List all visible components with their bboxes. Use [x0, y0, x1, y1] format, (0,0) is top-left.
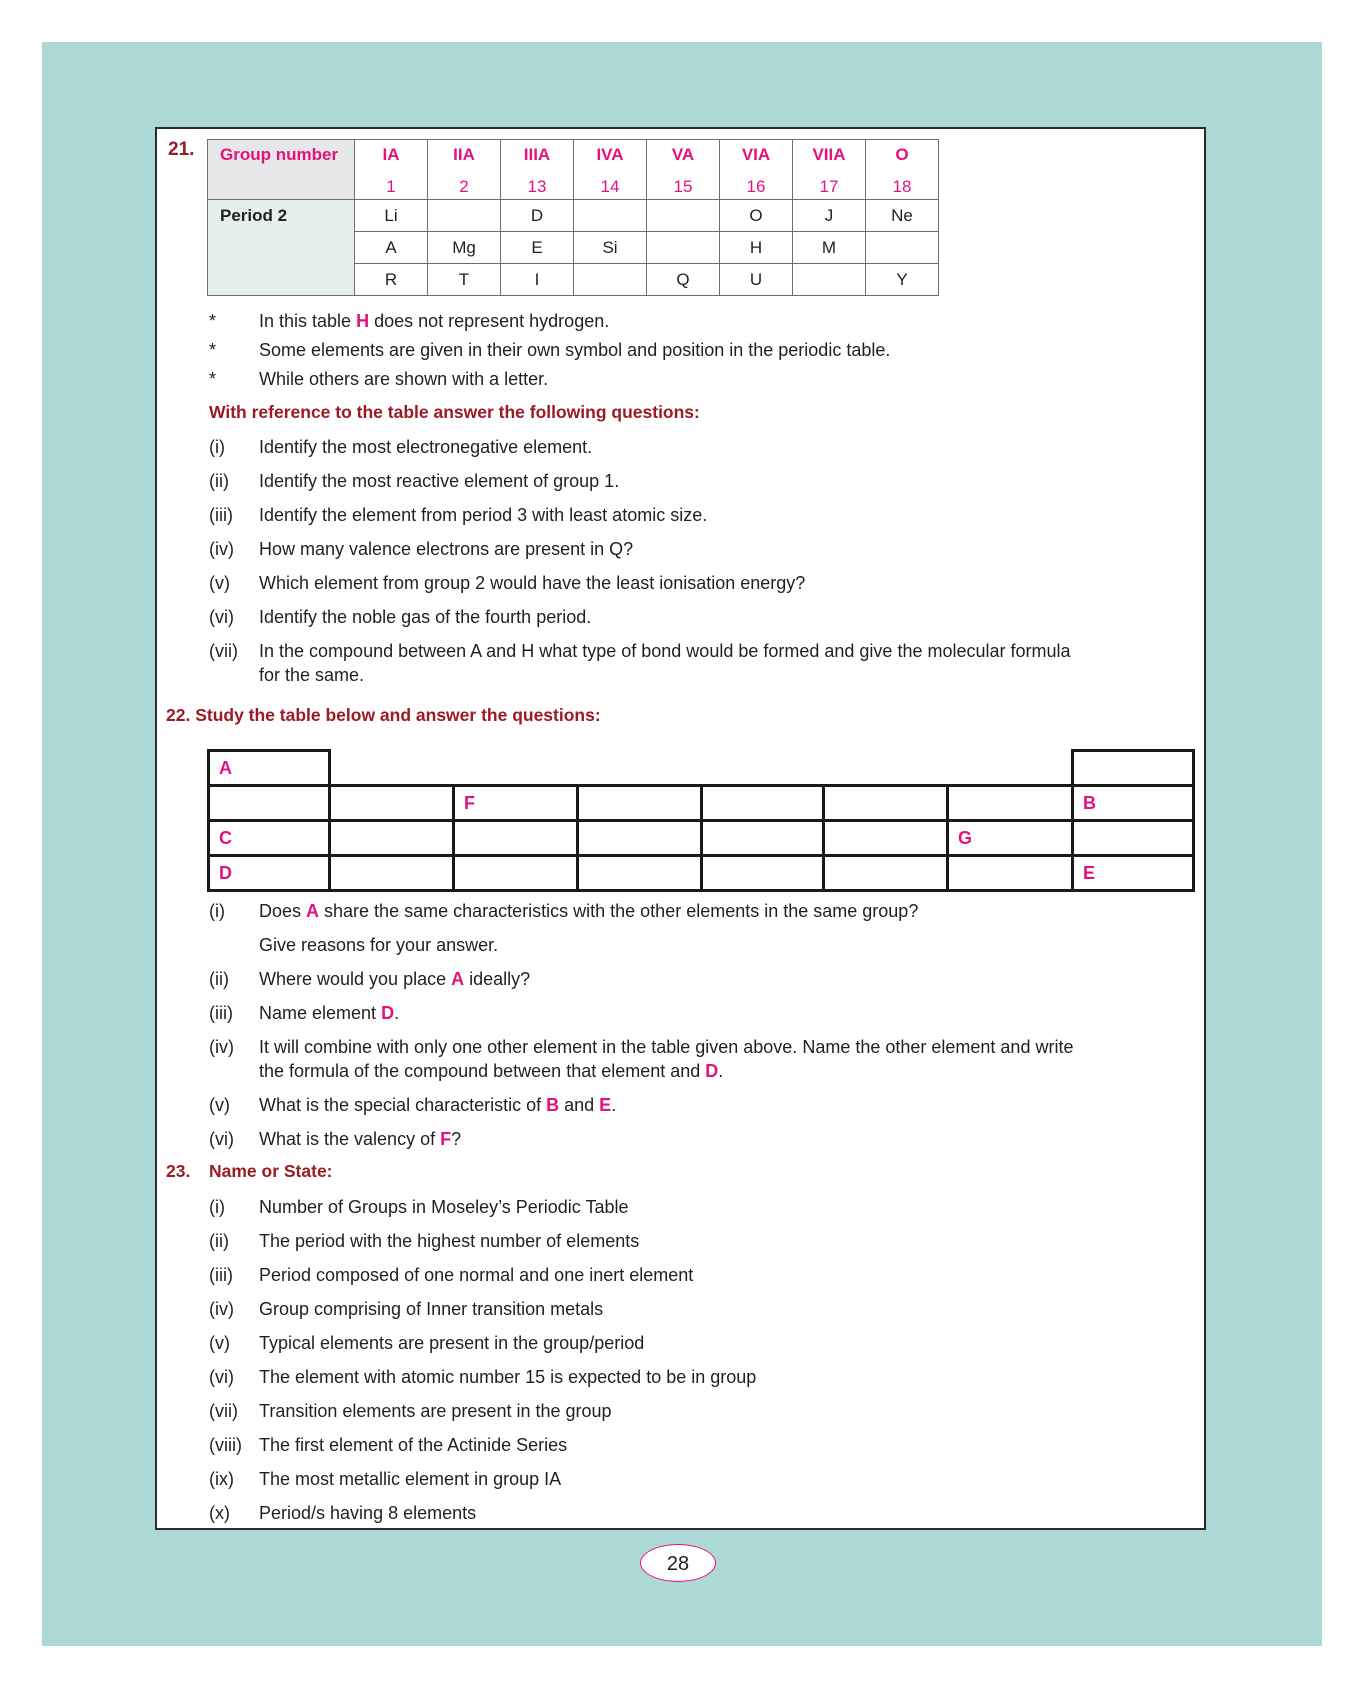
question-text: . — [718, 1061, 724, 1081]
table-cell: U — [720, 264, 793, 296]
group-roman: VIIA — [793, 140, 866, 172]
question-text: Does — [259, 901, 307, 921]
question-text: Name element — [259, 1003, 382, 1023]
highlight-letter: A — [306, 901, 320, 921]
grid-cell — [576, 784, 703, 822]
highlight-letter: B — [546, 1095, 560, 1115]
grid-cell — [822, 819, 949, 857]
item-label: (iii) — [209, 1265, 233, 1285]
question-text: Identify the most reactive element of group 1. — [259, 471, 620, 491]
q22-heading: 22. Study the table below and answer the questions: — [166, 705, 601, 725]
table-cell: R — [355, 264, 428, 296]
page-number-badge: 28 — [640, 1544, 716, 1582]
item-label: (vii) — [209, 1401, 238, 1421]
item-label: (x) — [209, 1503, 230, 1523]
item-label: (v) — [209, 1333, 230, 1353]
question-text: Where would you place — [259, 969, 452, 989]
table-cell: A — [355, 232, 428, 264]
highlight-letter: D — [705, 1061, 719, 1081]
group-roman: VIA — [720, 140, 793, 172]
grid-cell — [452, 854, 579, 892]
group-num: 2 — [428, 171, 501, 200]
question-text: Identify the element from period 3 with least atomic size. — [259, 505, 708, 525]
item-text: The first element of the Actinide Series — [259, 1435, 568, 1455]
question-label: (vi) — [209, 607, 234, 627]
note-text: does not represent hydrogen. — [369, 311, 610, 331]
item-label: (ii) — [209, 1231, 229, 1251]
question-text: Identify the most electronegative element. — [259, 437, 593, 457]
table-cell — [574, 200, 647, 232]
question-label: (v) — [209, 1095, 230, 1115]
table-cell: Q — [647, 264, 720, 296]
item-text: The element with atomic number 15 is expected to be in group — [259, 1367, 757, 1387]
group-num: 18 — [866, 171, 939, 200]
question-number-21: 21. — [168, 139, 195, 160]
q21-instruction: With reference to the table answer the following questions: — [209, 402, 700, 422]
group-num: 1 — [355, 171, 428, 200]
item-text: Number of Groups in Moseley’s Periodic Table — [259, 1197, 629, 1217]
periodic-table-q21 — [207, 139, 939, 296]
item-label: (ix) — [209, 1469, 234, 1489]
grid-cell: A — [207, 749, 331, 787]
question-text: Give reasons for your answer. — [259, 935, 499, 955]
table-cell: E — [501, 232, 574, 264]
table-cell — [647, 232, 720, 264]
grid-cell — [576, 854, 703, 892]
question-label: (iii) — [209, 505, 233, 525]
grid-cell — [207, 784, 331, 822]
table-cell — [866, 232, 939, 264]
question-label: (iv) — [209, 1037, 234, 1057]
question-text: It will combine with only one other element in the table given above. Name the other element and write — [259, 1037, 1074, 1057]
question-label: (iv) — [209, 539, 234, 559]
grid-cell — [946, 854, 1074, 892]
question-text: the formula of the compound between that element and — [259, 1061, 706, 1081]
bullet: * — [209, 369, 217, 389]
question-text: What is the valency of — [259, 1129, 441, 1149]
grid-cell: E — [1071, 854, 1195, 892]
bullet: * — [209, 340, 217, 360]
group-roman: IIA — [428, 140, 501, 172]
item-label: (i) — [209, 1197, 225, 1217]
table-cell: O — [720, 200, 793, 232]
period-label: Period 2 — [208, 200, 355, 296]
highlight-letter: E — [599, 1095, 612, 1115]
table-cell: Li — [355, 200, 428, 232]
question-text: Which element from group 2 would have the least ionisation energy? — [259, 573, 806, 593]
group-num: 17 — [793, 171, 866, 200]
group-roman: IVA — [574, 140, 647, 172]
item-label: (vi) — [209, 1367, 234, 1387]
table-cell — [793, 264, 866, 296]
highlight-letter: H — [356, 311, 370, 331]
grid-cell — [328, 784, 455, 822]
grid-cell: F — [452, 784, 579, 822]
item-text: Period composed of one normal and one inert element — [259, 1265, 694, 1285]
question-text: Identify the noble gas of the fourth period. — [259, 607, 592, 627]
item-text: Group comprising of Inner transition metals — [259, 1299, 604, 1319]
table-cell: Ne — [866, 200, 939, 232]
group-roman: VA — [647, 140, 720, 172]
grid-cell — [576, 819, 703, 857]
question-text: . — [394, 1003, 400, 1023]
table-cell: T — [428, 264, 501, 296]
periodic-grid-q22 — [207, 749, 1195, 892]
grid-cell — [700, 784, 825, 822]
question-label: (i) — [209, 901, 225, 921]
table-cell: H — [720, 232, 793, 264]
table-cell: Y — [866, 264, 939, 296]
question-text: ? — [451, 1129, 462, 1149]
table-cell: M — [793, 232, 866, 264]
grid-cell — [822, 854, 949, 892]
group-num: 14 — [574, 171, 647, 200]
question-text: for the same. — [259, 665, 365, 685]
question-label: (ii) — [209, 471, 229, 491]
grid-cell — [700, 819, 825, 857]
item-label: (viii) — [209, 1435, 242, 1455]
note-text: In this table — [259, 311, 357, 331]
question-text: In the compound between A and H what type of bond would be formed and give the molecular formula — [259, 641, 1071, 661]
grid-cell — [946, 784, 1074, 822]
worksheet-panel — [155, 127, 1206, 1530]
item-text: The most metallic element in group IA — [259, 1469, 562, 1489]
item-text: Transition elements are present in the group — [259, 1401, 612, 1421]
grid-cell — [822, 784, 949, 822]
grid-cell — [328, 854, 455, 892]
grid-cell: B — [1071, 784, 1195, 822]
table-cell: Mg — [428, 232, 501, 264]
question-label: (vi) — [209, 1129, 234, 1149]
grid-cell: D — [207, 854, 331, 892]
item-text: Typical elements are present in the group/period — [259, 1333, 645, 1353]
group-num: 13 — [501, 171, 574, 200]
grid-cell — [328, 819, 455, 857]
grid-cell — [1071, 819, 1195, 857]
item-label: (iv) — [209, 1299, 234, 1319]
question-number-23: 23. — [166, 1161, 191, 1181]
highlight-letter: A — [451, 969, 465, 989]
grid-cell: C — [207, 819, 331, 857]
grid-cell — [700, 854, 825, 892]
q23-heading: Name or State: — [209, 1161, 333, 1181]
group-num: 16 — [720, 171, 793, 200]
question-text: How many valence electrons are present in Q? — [259, 539, 634, 559]
question-label: (i) — [209, 437, 225, 457]
question-label: (vii) — [209, 641, 238, 661]
note-text: Some elements are given in their own symbol and position in the periodic table. — [259, 340, 891, 360]
table-cell — [428, 200, 501, 232]
question-text: ideally? — [464, 969, 531, 989]
question-label: (iii) — [209, 1003, 233, 1023]
question-label: (v) — [209, 573, 230, 593]
table-cell — [647, 200, 720, 232]
item-text: The period with the highest number of elements — [259, 1231, 640, 1251]
question-text: What is the special characteristic of — [259, 1095, 547, 1115]
group-roman: IA — [355, 140, 428, 172]
question-text: share the same characteristics with the other elements in the same group? — [319, 901, 919, 921]
question-text: . — [611, 1095, 617, 1115]
group-num: 15 — [647, 171, 720, 200]
question-label: (ii) — [209, 969, 229, 989]
grid-cell — [1071, 749, 1195, 787]
group-roman: IIIA — [501, 140, 574, 172]
table-cell: Si — [574, 232, 647, 264]
grid-cell — [452, 819, 579, 857]
item-text: Period/s having 8 elements — [259, 1503, 477, 1523]
bullet: * — [209, 311, 217, 331]
highlight-letter: D — [381, 1003, 395, 1023]
table-row — [208, 200, 939, 232]
question-text: and — [559, 1095, 600, 1115]
note-text: While others are shown with a letter. — [259, 369, 549, 389]
table-cell — [574, 264, 647, 296]
highlight-letter: F — [440, 1129, 452, 1149]
grid-cell: G — [946, 819, 1074, 857]
group-number-label: Group number — [208, 140, 355, 200]
table-cell: J — [793, 200, 866, 232]
table-cell: I — [501, 264, 574, 296]
group-roman: O — [866, 140, 939, 172]
table-cell: D — [501, 200, 574, 232]
